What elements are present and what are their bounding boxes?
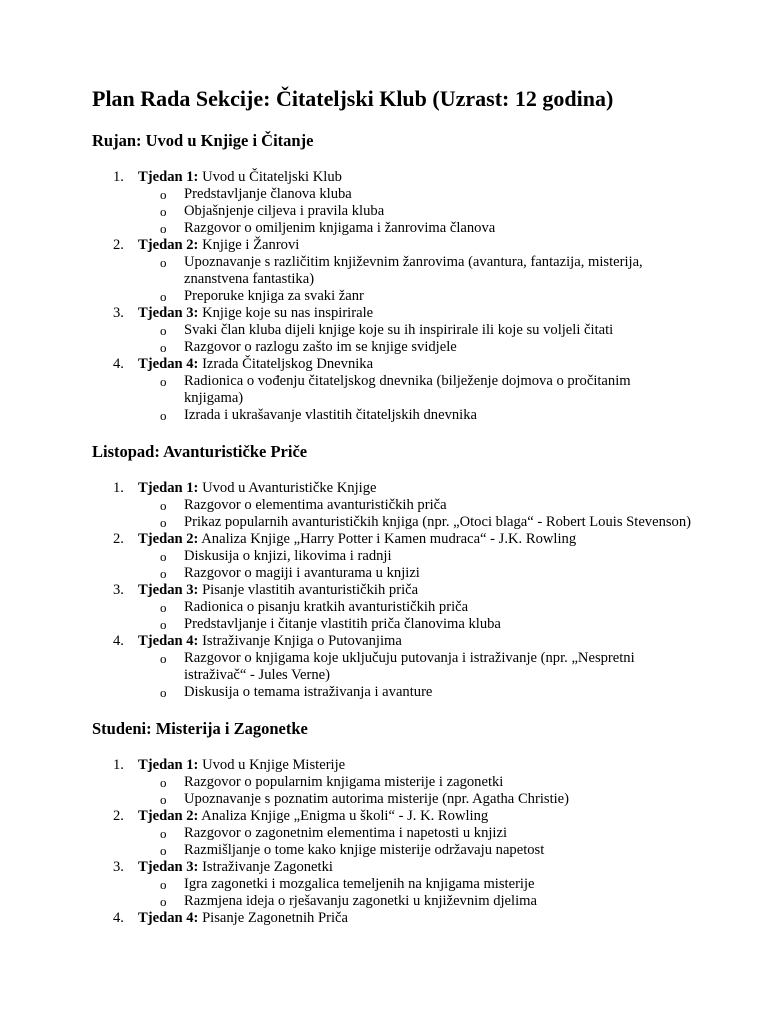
activity-item xyxy=(138,548,692,565)
activity-list xyxy=(138,548,692,582)
bullet-icon: o xyxy=(160,323,167,338)
bullet-icon: o xyxy=(160,408,167,423)
bullet-icon: o xyxy=(160,255,167,270)
bullet-icon: o xyxy=(160,685,167,700)
week-number: 2. xyxy=(113,808,124,824)
weeks-list xyxy=(92,169,692,424)
week-label: Tjedan 3: xyxy=(138,582,199,598)
activity-item xyxy=(138,876,692,893)
activity-text: Razmišljanje o tome kako knjige misterije održavaju napetost xyxy=(184,842,545,858)
week-label: Tjedan 4: xyxy=(138,910,199,926)
week-item xyxy=(92,169,692,237)
activity-list xyxy=(138,774,692,808)
activity-text: Predstavljanje članova kluba xyxy=(184,186,352,202)
bullet-icon: o xyxy=(160,651,167,666)
week-number: 4. xyxy=(113,356,124,372)
activity-text: Predstavljanje i čitanje vlastitih priča članovima kluba xyxy=(184,616,501,632)
activity-list xyxy=(138,186,692,237)
activity-item xyxy=(138,514,692,531)
week-item xyxy=(92,582,692,633)
week-item xyxy=(92,356,692,424)
activity-text: Radionica o pisanju kratkih avanturističkih priča xyxy=(184,599,469,615)
activity-item xyxy=(138,774,692,791)
bullet-icon: o xyxy=(160,775,167,790)
activity-list xyxy=(138,876,692,910)
bullet-icon: o xyxy=(160,792,167,807)
week-number: 3. xyxy=(113,859,124,875)
week-label: Tjedan 1: xyxy=(138,169,199,185)
bullet-icon: o xyxy=(160,549,167,564)
activity-text: Razgovor o zagonetnim elementima i napetosti u knjizi xyxy=(184,825,508,841)
week-title: Istraživanje Zagonetki xyxy=(202,859,333,875)
activity-item xyxy=(138,220,692,237)
activity-list xyxy=(138,599,692,633)
week-title: Uvod u Čitateljski Klub xyxy=(202,169,342,185)
bullet-icon: o xyxy=(160,204,167,219)
week-label: Tjedan 3: xyxy=(138,859,199,875)
activity-text: Objašnjenje ciljeva i pravila kluba xyxy=(184,203,385,219)
week-label: Tjedan 4: xyxy=(138,633,199,649)
activity-text: Upoznavanje s poznatim autorima misterije (npr. Agatha Christie) xyxy=(184,791,570,807)
week-label: Tjedan 3: xyxy=(138,305,199,321)
bullet-icon: o xyxy=(160,566,167,581)
activity-item xyxy=(138,791,692,808)
month-heading: Rujan: Uvod u Knjige i Čitanje xyxy=(92,131,314,150)
activity-item xyxy=(138,842,692,859)
activity-list xyxy=(138,825,692,859)
week-title: Knjige koje su nas inspirirale xyxy=(202,305,374,321)
bullet-icon: o xyxy=(160,877,167,892)
bullet-icon: o xyxy=(160,221,167,236)
bullet-icon: o xyxy=(160,826,167,841)
month-heading: Listopad: Avanturističke Priče xyxy=(92,442,308,461)
weeks-list xyxy=(92,757,692,927)
week-title: Pisanje vlastitih avanturističkih priča xyxy=(202,582,419,598)
week-title: Uvod u Avanturističke Knjige xyxy=(202,480,377,496)
week-title: Pisanje Zagonetnih Priča xyxy=(202,910,348,926)
activity-text: Razgovor o popularnim knjigama misterije i zagonetki xyxy=(184,774,504,790)
month-section xyxy=(92,130,692,424)
activity-list xyxy=(138,254,692,305)
activity-text: Razgovor o razlogu zašto im se knjige svidjele xyxy=(184,339,457,355)
week-item xyxy=(92,633,692,701)
weeks-list xyxy=(92,480,692,701)
bullet-icon: o xyxy=(160,187,167,202)
document-title: Plan Rada Sekcije: Čitateljski Klub (Uzrast: 12 godina) xyxy=(92,86,614,111)
activity-list xyxy=(138,650,692,701)
week-item xyxy=(92,480,692,531)
activity-item xyxy=(138,497,692,514)
activity-list xyxy=(138,373,692,424)
activity-text: Razgovor o magiji i avanturama u knjizi xyxy=(184,565,420,581)
bullet-icon: o xyxy=(160,340,167,355)
week-label: Tjedan 1: xyxy=(138,480,199,496)
activity-text: Preporuke knjiga za svaki žanr xyxy=(184,288,364,304)
activity-text: Izrada i ukrašavanje vlastitih čitateljskih dnevnika xyxy=(184,407,477,423)
week-number: 4. xyxy=(113,633,124,649)
activity-text: Diskusija o knjizi, likovima i radnji xyxy=(184,548,392,564)
month-heading: Studeni: Misterija i Zagonetke xyxy=(92,719,308,738)
week-number: 2. xyxy=(113,531,124,547)
week-number: 1. xyxy=(113,169,124,185)
week-label: Tjedan 4: xyxy=(138,356,199,372)
week-number: 4. xyxy=(113,910,124,926)
activity-item xyxy=(138,186,692,203)
week-title: Istraživanje Knjiga o Putovanjima xyxy=(202,633,402,649)
activity-item xyxy=(138,339,692,356)
bullet-icon: o xyxy=(160,498,167,513)
activity-text: Igra zagonetki i mozgalica temeljenih na knjigama misterije xyxy=(184,876,535,892)
activity-item xyxy=(138,203,692,220)
activity-text: Upoznavanje s različitim književnim žanrovima (avantura, fantazija, misterija, znanstvena fantastika) xyxy=(184,254,643,287)
week-label: Tjedan 2: xyxy=(138,531,199,547)
activity-list xyxy=(138,497,692,531)
week-title: Analiza Knjige „Enigma u školi“ - J. K. Rowling xyxy=(201,808,489,824)
week-title: Izrada Čitateljskog Dnevnika xyxy=(202,356,374,372)
week-title: Knjige i Žanrovi xyxy=(202,237,300,253)
week-number: 3. xyxy=(113,305,124,321)
activity-item xyxy=(138,373,692,407)
activity-text: Prikaz popularnih avanturističkih knjiga (npr. „Otoci blaga“ - Robert Louis Stevenson) xyxy=(184,514,692,530)
activity-item xyxy=(138,650,692,684)
bullet-icon: o xyxy=(160,374,167,389)
bullet-icon: o xyxy=(160,843,167,858)
week-number: 3. xyxy=(113,582,124,598)
activity-text: Radionica o vođenju čitateljskog dnevnika (bilježenje dojmova o pročitanim knjigama) xyxy=(184,373,631,406)
week-label: Tjedan 1: xyxy=(138,757,199,773)
activity-item xyxy=(138,825,692,842)
sections-container xyxy=(92,130,692,927)
activity-item xyxy=(138,565,692,582)
week-label: Tjedan 2: xyxy=(138,237,199,253)
week-item xyxy=(92,237,692,305)
activity-text: Razgovor o knjigama koje uključuju putovanja i istraživanje (npr. „Nespretni istraživač“ - Jules Verne) xyxy=(184,650,635,683)
activity-item xyxy=(138,407,692,424)
activity-text: Razmjena ideja o rješavanju zagonetki u književnim djelima xyxy=(184,893,537,909)
bullet-icon: o xyxy=(160,515,167,530)
bullet-icon: o xyxy=(160,600,167,615)
bullet-icon: o xyxy=(160,894,167,909)
week-item xyxy=(92,910,692,927)
activity-item xyxy=(138,254,692,288)
week-number: 2. xyxy=(113,237,124,253)
bullet-icon: o xyxy=(160,617,167,632)
activity-text: Razgovor o omiljenim knjigama i žanrovima članova xyxy=(184,220,496,236)
week-item xyxy=(92,757,692,808)
week-label: Tjedan 2: xyxy=(138,808,199,824)
month-section xyxy=(92,718,692,927)
activity-item xyxy=(138,893,692,910)
week-item xyxy=(92,859,692,910)
activity-item xyxy=(138,616,692,633)
week-number: 1. xyxy=(113,757,124,773)
week-number: 1. xyxy=(113,480,124,496)
activity-item xyxy=(138,684,692,701)
activity-list xyxy=(138,322,692,356)
activity-text: Razgovor o elementima avanturističkih priča xyxy=(184,497,447,513)
activity-item xyxy=(138,599,692,616)
bullet-icon: o xyxy=(160,289,167,304)
activity-text: Diskusija o temama istraživanja i avanture xyxy=(184,684,433,700)
week-item xyxy=(92,531,692,582)
document-page xyxy=(92,84,692,944)
activity-text: Svaki član kluba dijeli knjige koje su ih inspirirale ili koje su voljeli čitati xyxy=(184,322,614,338)
activity-item xyxy=(138,322,692,339)
week-title: Uvod u Knjige Misterije xyxy=(202,757,346,773)
week-item xyxy=(92,808,692,859)
week-title: Analiza Knjige „Harry Potter i Kamen mudraca“ - J.K. Rowling xyxy=(201,531,577,547)
week-item xyxy=(92,305,692,356)
month-section xyxy=(92,441,692,701)
activity-item xyxy=(138,288,692,305)
